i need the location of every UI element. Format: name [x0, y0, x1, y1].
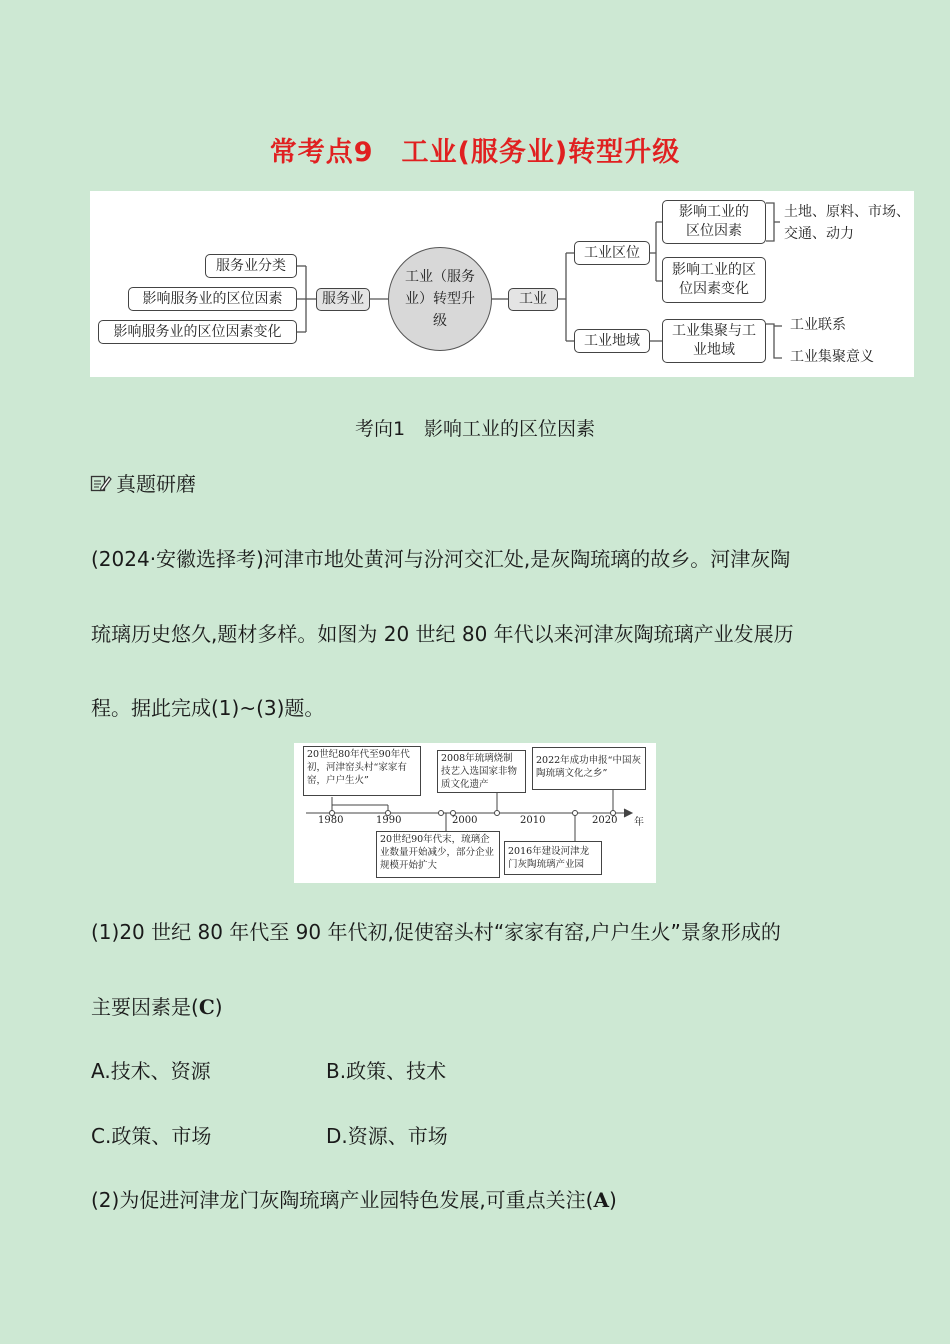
- map-center-node: 工业（服务业）转型升级: [388, 247, 492, 351]
- timeline-event-2022: 2022年成功申报“中国灰陶琉璃文化之乡”: [532, 747, 646, 790]
- q2-stem: [91, 1184, 617, 1213]
- timeline-event-2016: 2016年建设河津龙门灰陶琉璃产业园: [504, 841, 602, 875]
- q1-answer: C: [198, 995, 215, 1019]
- section-header: [90, 468, 196, 497]
- map-item-industrial-agglomeration: 工业集聚与工业地域: [662, 319, 766, 363]
- timeline-event-2008: 2008年琉璃烧制技艺入选国家非物质文化遗产: [437, 750, 526, 793]
- tick-2010: 2010: [520, 815, 546, 826]
- q1-option-c: C.政策、市场: [91, 1124, 212, 1148]
- timeline-event-1990s: 20世纪90年代末，琉璃企业数量开始减少，部分企业规模开始扩大: [376, 831, 500, 878]
- map-item-service-factor-change: 影响服务业的区位因素变化: [98, 320, 297, 344]
- question-intro-line-3: 程。据此完成(1)~(3)题。: [91, 696, 325, 720]
- axis-unit: 年: [634, 817, 644, 828]
- map-detail-significance: 工业集聚意义: [790, 349, 874, 365]
- question-intro-line-1: (2024·安徽选择考)河津市地处黄河与汾河交汇处,是灰陶琉璃的故乡。河津灰陶: [91, 547, 791, 571]
- q1-option-d: D.资源、市场: [326, 1124, 448, 1148]
- timeline-event-1980s: 20世纪80年代至90年代初，河津窑头村“家家有窑，户户生火”: [303, 746, 421, 796]
- tick-2000: 2000: [452, 815, 478, 826]
- tick-1980: 1980: [318, 815, 344, 826]
- page-title: 常考点9 工业(服务业)转型升级: [269, 137, 681, 168]
- tick-1990: 1990: [376, 815, 402, 826]
- q1-stem-suffix: ): [214, 995, 223, 1019]
- edit-note-icon: [90, 473, 112, 493]
- concept-map: [90, 191, 914, 377]
- map-node-industry-location: 工业区位: [574, 241, 650, 265]
- q1-stem-line-1: (1)20 世纪 80 年代至 90 年代初,促使窑头村“家家有窑,户户生火”景象形成的: [91, 920, 781, 944]
- q1-stem-line-2: [91, 991, 223, 1020]
- q1-option-a: A.技术、资源: [91, 1059, 211, 1083]
- map-item-service-types: 服务业分类: [205, 254, 297, 278]
- q2-stem-prefix: (2)为促进河津龙门灰陶琉璃产业园特色发展,可重点关注(: [91, 1188, 594, 1212]
- map-item-industry-factors: 影响工业的区位因素: [662, 200, 766, 244]
- map-detail-linkage: 工业联系: [790, 317, 846, 333]
- q1-stem-prefix: 主要因素是(: [91, 995, 199, 1019]
- question-intro-line-2: 琉璃历史悠久,题材多样。如图为 20 世纪 80 年代以来河津灰陶琉璃产业发展历: [91, 622, 794, 646]
- map-node-industry-region: 工业地域: [574, 329, 650, 353]
- map-item-service-factors: 影响服务业的区位因素: [128, 287, 297, 311]
- section-label: 真题研磨: [116, 472, 196, 496]
- q2-stem-suffix: ): [609, 1188, 617, 1212]
- map-detail-factors: 土地、原料、市场、交通、动力: [784, 204, 910, 242]
- map-item-industry-factor-change: 影响工业的区位因素变化: [662, 257, 766, 303]
- tick-2020: 2020: [592, 815, 618, 826]
- map-node-industry: 工业: [508, 288, 558, 311]
- timeline-figure: [294, 743, 656, 883]
- q2-answer: A: [593, 1188, 610, 1212]
- q1-option-b: B.政策、技术: [326, 1059, 447, 1083]
- map-node-service: 服务业: [316, 288, 370, 311]
- subheading: 考向1 影响工业的区位因素: [354, 418, 596, 440]
